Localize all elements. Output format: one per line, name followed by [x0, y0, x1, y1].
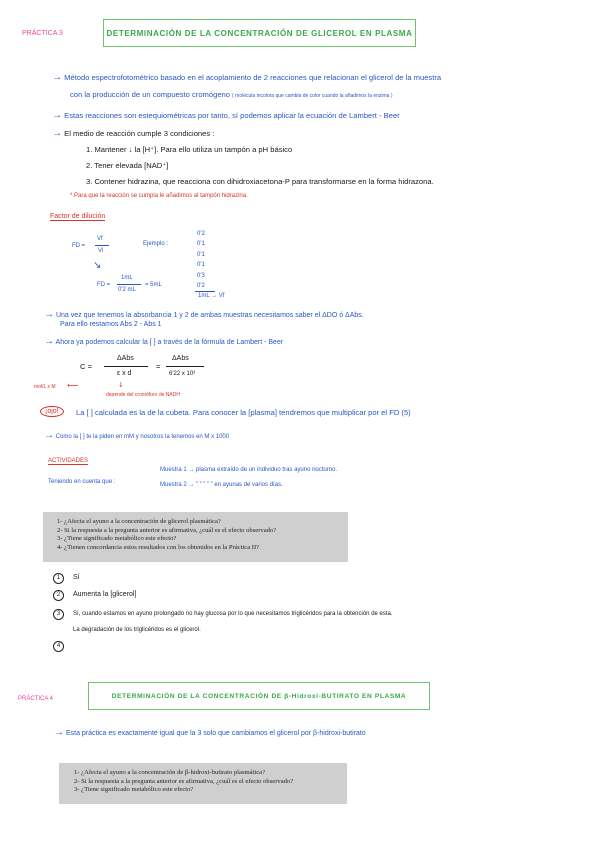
answer-number: 4	[53, 641, 64, 652]
formula-c: C =	[80, 362, 93, 371]
volume-item: 0'2	[197, 231, 205, 237]
muestra-2: Muestra 2 → ” ” ” ” ” en ayunas de varios días.	[160, 482, 283, 488]
question-item: 2- Si la respuesta a la pregunta anterior es afirmativa, ¿cuál es el efecto observado?	[74, 777, 294, 785]
fd-label: FD =	[72, 243, 86, 249]
question-item: 1- ¿Afecta el ayuno a la concentración de β-hidroxi-butirato plasmática?	[74, 769, 266, 776]
condition-3: 3. Contener hidrazina, que reacciona con dihidroxiacetona-P para transformarse en la forma hidrazona.	[86, 177, 434, 186]
answer-3-line-2: La degradación de los triglicéridos es el glicerol.	[73, 627, 201, 633]
practica-4-text: → Esta práctica es exactamente igual que la 3 solo que cambiamos el glicerol por β-hidroxi-butirato	[54, 727, 366, 738]
answer-number: 3	[53, 609, 64, 620]
intro-line-1: → Método espectrofotométrico basado en el acoplamiento de 2 reacciones que relacionan el glicerol de la muestra	[52, 72, 442, 83]
arrow-right-icon: →	[44, 309, 54, 320]
intro-line-3: → Estas reacciones son estequiométricas por tanto, sí podemos aplicar la ecuación de Lambert - Beer	[52, 110, 400, 121]
volume-sum-line	[195, 291, 215, 292]
formula-denominator-2: 6'22 x 10³	[169, 371, 196, 377]
fd-denominator: Vi	[98, 248, 104, 254]
dilucion-heading: Factor de dilución	[50, 213, 106, 220]
volume-item: 0'3	[197, 272, 205, 279]
question-item: 3- ¿Tiene significado metabólico este efecto?	[57, 535, 177, 543]
absorbancia-line-3: → Ahora ya podemos calcular la [ ] a través de la fórmula de Lambert - Beer	[44, 336, 284, 347]
volume-item: 0'1	[197, 262, 205, 269]
volume-item: 0'1	[197, 241, 205, 248]
formula-fraction-line-2	[166, 366, 204, 367]
ejemplo-label: Ejemplo :	[143, 241, 169, 247]
fd2-denominator: 0'2 mL	[118, 287, 136, 293]
volume-total: 1mL → Vf	[198, 293, 225, 299]
intro-line-2: con la producción de un compuesto cromógeno ( molécula incolora que cambia de color cuando la añadimos la enzima )	[70, 90, 393, 99]
teniendo-label: Teniendo en cuenta que :	[48, 479, 116, 485]
answer-1: Sí	[73, 574, 80, 581]
ojo-text: La [ ] calculada es la de la cubeta. Para conocer la [plasma] tendremos que multiplicar por el FD (5)	[76, 408, 411, 417]
fd2-numerator: 1mL	[121, 275, 133, 281]
condition-1: 1. Mantener ↓ la [H⁺]. Para ello utiliza un tampón a pH básico	[86, 145, 293, 154]
volume-item: 0'1	[197, 251, 205, 258]
formula-equals: =	[156, 362, 161, 371]
arrow-down-icon: ↘	[93, 260, 102, 271]
answer-number: 1	[53, 573, 64, 584]
formula-denominator: ε x d	[117, 370, 132, 377]
practica-3-label: PRÁCTICA 3	[22, 30, 63, 37]
question-item: 4- ¿Tienen concordancia estos resultados con los obtenidos en la Práctica II?	[57, 543, 260, 551]
arrow-right-icon: →	[44, 336, 54, 347]
volume-list	[197, 229, 217, 291]
answer-3: Sí, cuando estamos en ayuno prolongado no hay glucosa por lo que necesitamos triglicéridos para la obtención de esta.	[73, 611, 393, 617]
ojo-label: ¡ojo!	[40, 406, 64, 417]
fd2-fraction-line	[117, 284, 141, 285]
fd-numerator: Vf	[97, 236, 103, 242]
formula-numerator: ΔAbs	[117, 355, 134, 362]
practica-4-label: PRÁCTICA 4	[18, 696, 54, 702]
arrow-right-icon: →	[52, 128, 62, 139]
question-item: 1- ¿Afecta el ayuno a la concentración de glicerol plasmática?	[57, 518, 221, 525]
absorbancia-line-1: → Una vez que tenemos la absorbancia 1 y 2 de ambas muestras necesitamos saber el ΔDO ó ΔAbs.	[44, 309, 364, 320]
arrow-right-icon: →	[54, 727, 64, 738]
actividades-heading: ACTIVIDADES	[48, 458, 89, 464]
question-item: 2- Si la respuesta a la pregunta anterior es afirmativa, ¿cuál es el efecto observado?	[57, 526, 277, 534]
ojo-line-2: → Como la [ ] te la piden en mM y nosotros la tenemos en M x 1000	[44, 430, 230, 441]
fd2-result: = 5mL	[145, 282, 162, 288]
practica-4-title-box	[88, 682, 430, 710]
fd-fraction-line	[95, 245, 109, 246]
answer-number: 2	[53, 590, 64, 601]
formula-fraction-line	[104, 366, 148, 367]
question-item: 3- ¿Tiene significado metabólico este efecto?	[74, 786, 194, 794]
arrow-right-icon: →	[52, 72, 62, 83]
arrow-left-icon: ⟵	[67, 381, 79, 390]
practica-3-title-box	[103, 19, 416, 47]
arrow-down-icon: ↓	[118, 381, 124, 389]
arrow-right-icon: →	[52, 110, 62, 121]
answer-2: Aumenta la [glicerol]	[73, 591, 137, 598]
practica-4-title: DETERMINACIÓN DE LA CONCENTRACIÓN DE β-Hidroxi-BUTIRATO EN PLASMA	[111, 692, 407, 700]
absorbancia-line-2: Para ello restamos Abs 2 - Abs 1	[60, 321, 162, 328]
arrow-right-icon: →	[44, 430, 54, 441]
hidrazina-note: * Para que la reacción se cumpla le añadimos al tampón hidrazina.	[70, 193, 248, 199]
questions-practica-3	[43, 512, 348, 562]
depends-note: depende del cromóforo de NADH	[106, 392, 180, 398]
condition-2: 2. Tener elevada [NAD⁺]	[86, 161, 169, 170]
muestra-1: Muestra 1 → plasma extraído de un individuo tras ayuno nocturno.	[160, 467, 338, 473]
intro-line-4: → El medio de reacción cumple 3 condiciones :	[52, 128, 215, 139]
questions-practica-4	[59, 763, 347, 804]
volume-item: 0'2	[197, 283, 205, 290]
formula-numerator-2: ΔAbs	[172, 355, 189, 362]
fd2-label: FD =	[97, 282, 111, 288]
practica-3-title: DETERMINACIÓN DE LA CONCENTRACIÓN DE GLICEROL EN PLASMA	[106, 28, 413, 38]
formula-units: mol/L x M	[34, 384, 56, 390]
